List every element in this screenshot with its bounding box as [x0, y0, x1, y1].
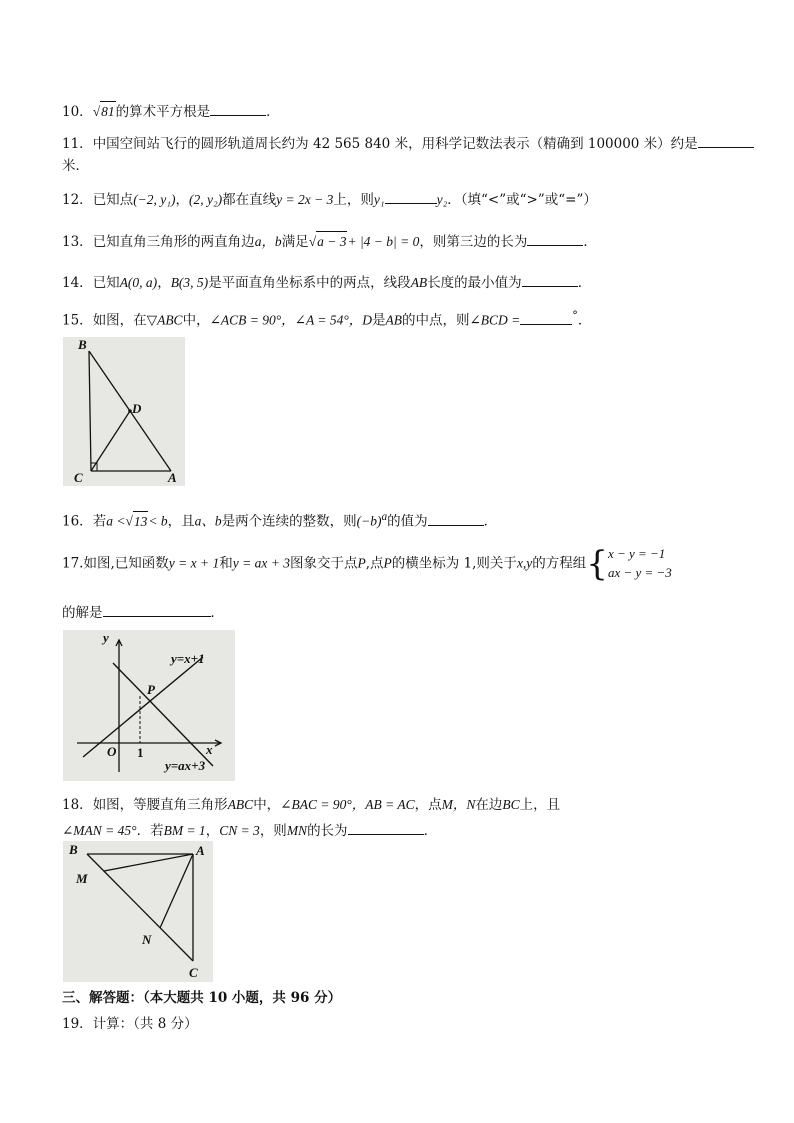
section-heading: 三、解答题：（本大题共 10 小题，共 96 分）: [62, 990, 342, 1006]
label-y: y: [103, 630, 109, 645]
inequality-right: < b: [148, 513, 168, 529]
condition: ∠BAC = 90°，AB = AC: [280, 797, 415, 812]
triangle-ABC: ABC: [227, 797, 254, 812]
label-N: N: [142, 932, 152, 947]
question-text: 的方程组: [532, 555, 587, 572]
answer-blank[interactable]: [348, 820, 424, 835]
question-text: 若: [92, 513, 107, 530]
point-B: B(3, 5): [170, 275, 209, 290]
question-19: 19．计算：（共 8 分）: [62, 1016, 198, 1032]
question-text: 的值为: [387, 513, 428, 530]
answer-blank[interactable]: [520, 310, 572, 325]
question-text: ，点: [414, 797, 442, 813]
label-B: B: [69, 842, 78, 857]
question-text: 已知: [92, 275, 120, 291]
punct: ，: [205, 823, 220, 839]
figure-17: [63, 630, 235, 781]
points-MN: M，N: [441, 797, 476, 812]
label-M: M: [76, 871, 88, 886]
inequality-left: a <: [106, 513, 126, 529]
sqrt-symbol: √: [92, 104, 101, 119]
label-line-1: y=x+1: [171, 651, 205, 666]
exponent: a: [381, 511, 388, 523]
degree-sign: °: [572, 309, 578, 322]
question-number: 16．: [62, 513, 93, 530]
radicand: 13: [133, 511, 149, 532]
question-16: [62, 507, 497, 532]
equation-system: [608, 545, 672, 583]
question-18: [62, 795, 560, 815]
question-end: ．: [266, 104, 280, 120]
sqrt-symbol: √: [308, 234, 317, 249]
point-1: (−2, y₁): [133, 192, 176, 207]
question-text: 如图,已知函数: [83, 555, 169, 572]
label-A: A: [196, 843, 205, 858]
question-text: 上，且: [519, 797, 561, 813]
question-text: 的解是: [62, 605, 103, 621]
question-number: 18．: [62, 797, 93, 813]
label-D: D: [132, 401, 142, 416]
question-text: 满足: [281, 234, 309, 250]
question-end: ．: [483, 513, 498, 530]
answer-blank[interactable]: [210, 101, 266, 116]
point-P: P: [383, 555, 392, 571]
question-text: 如图，等腰直角三角形: [92, 797, 228, 813]
segment-MN: MN: [286, 823, 308, 838]
question-number: 12．: [62, 192, 93, 208]
label-x: x: [206, 742, 213, 757]
question-17: [62, 545, 672, 583]
question-text: ,点: [365, 555, 384, 572]
question-17-line2: [62, 602, 224, 623]
equation-rest: + |4 − b| = 0: [347, 234, 420, 249]
question-number: 11．: [62, 136, 93, 152]
question-text: ，则: [259, 823, 287, 839]
line-equation: y = 2x − 3: [276, 192, 334, 207]
question-text: 都在直线: [222, 192, 277, 208]
question-15: [62, 306, 591, 331]
question-text: 是平面直角坐标系中的两点，线段: [208, 275, 411, 291]
question-end: ．: [423, 823, 438, 839]
question-text: 在边: [475, 797, 503, 813]
triangle-figure: [63, 841, 213, 982]
answer-blank[interactable]: [385, 189, 437, 204]
equation-2: ax − y = −3: [607, 565, 672, 580]
expression: (−b): [356, 513, 382, 529]
question-text: 长度的最小值为: [427, 275, 522, 291]
segment-AB: AB: [385, 312, 402, 328]
question-11-line2: 米．: [62, 158, 89, 174]
point-2: (2, y₂): [188, 192, 223, 207]
question-text: 是: [371, 312, 386, 329]
question-end: ．: [583, 234, 597, 250]
question-18-line2: [62, 820, 437, 841]
condition: ∠MAN = 45°: [62, 823, 137, 838]
question-end: ．: [577, 275, 592, 291]
radicand: 81: [100, 101, 116, 122]
sqrt-symbol: √: [125, 513, 133, 529]
equation-1: x − y = −1: [607, 546, 666, 561]
question-end: ．: [577, 312, 592, 329]
label-A: A: [168, 470, 177, 485]
graph-figure: [63, 630, 235, 781]
figure-15: [63, 337, 185, 486]
question-text: 的中点，则: [401, 312, 470, 329]
question-text: ．若: [136, 823, 164, 839]
answer-blank[interactable]: [103, 602, 211, 617]
radicand: a − 3: [316, 231, 347, 252]
answer-blank[interactable]: [698, 133, 754, 148]
segment-BC: BC: [502, 797, 520, 812]
function-2: y = ax + 3: [232, 555, 290, 571]
answer-blank[interactable]: [428, 511, 484, 526]
question-text: 和: [219, 555, 233, 572]
var-xy: x,y: [516, 555, 533, 571]
question-text: 图象交于点: [289, 555, 358, 572]
system-brace: {: [586, 544, 608, 584]
label-origin: O: [107, 744, 117, 759]
question-number: 13．: [62, 234, 93, 250]
question-text: 如图，在: [92, 312, 147, 329]
question-text: 中，: [253, 797, 281, 813]
label-B: B: [78, 337, 87, 352]
question-text: 是两个连续的整数，则: [221, 513, 357, 530]
triangle-figure: [63, 337, 185, 486]
question-text: 已知点: [92, 192, 134, 208]
question-11: [62, 133, 754, 154]
label-C: C: [189, 965, 198, 980]
question-number: 14．: [62, 275, 93, 291]
angle-BCD: ∠BCD =: [469, 312, 521, 328]
var-ab: a，b: [254, 234, 282, 249]
label-P: P: [147, 682, 155, 697]
label-line-2: y=ax+3: [165, 758, 206, 773]
segment-AB: AB: [410, 275, 428, 290]
question-text: 中国空间站飞行的圆形轨道周长约为 42 565 840 米，用科学记数法表示（精确到 100000 米）约是: [92, 136, 698, 152]
question-number: 15．: [62, 312, 93, 329]
question-10: [62, 101, 280, 122]
question-text: 上，则: [333, 192, 374, 208]
question-text: 的算术平方根是: [115, 104, 211, 120]
answer-blank[interactable]: [527, 231, 583, 246]
punct: ，: [157, 275, 171, 291]
question-12: [62, 189, 597, 210]
label-one: 1: [137, 745, 144, 760]
question-text: ．（填“<”或“>”或“=”）: [447, 192, 597, 208]
point-D: D: [362, 312, 372, 328]
question-text: 已知直角三角形的两直角边: [92, 234, 255, 250]
var-ab: a、b: [194, 513, 222, 529]
question-14: [62, 272, 591, 293]
question-text: ，则第三边的长为: [419, 234, 528, 250]
question-end: ．: [210, 605, 224, 621]
answer-blank[interactable]: [522, 272, 578, 287]
question-text: 的长为: [307, 823, 348, 839]
label-C: C: [74, 470, 83, 485]
question-text: 的横坐标为 1,则关于: [391, 555, 517, 572]
var-y2: y₂: [436, 192, 448, 207]
question-number: 10．: [62, 104, 93, 120]
point-P: P: [357, 555, 366, 571]
question-text: ，且: [167, 513, 195, 530]
question-text: 中，: [182, 312, 210, 329]
question-13: [62, 231, 597, 252]
punct: ，: [175, 192, 189, 208]
function-1: y = x + 1: [168, 555, 220, 571]
condition: ∠ACB = 90°，∠A = 54°，: [209, 312, 363, 328]
var-y1: y₁: [373, 192, 385, 207]
figure-18: [63, 841, 213, 982]
triangle-ABC: ▽ABC: [146, 312, 183, 328]
length-BM: BM = 1: [163, 823, 206, 838]
length-CN: CN = 3: [219, 823, 260, 838]
point-A: A(0, a): [119, 275, 158, 290]
question-number: 17.: [62, 555, 84, 572]
